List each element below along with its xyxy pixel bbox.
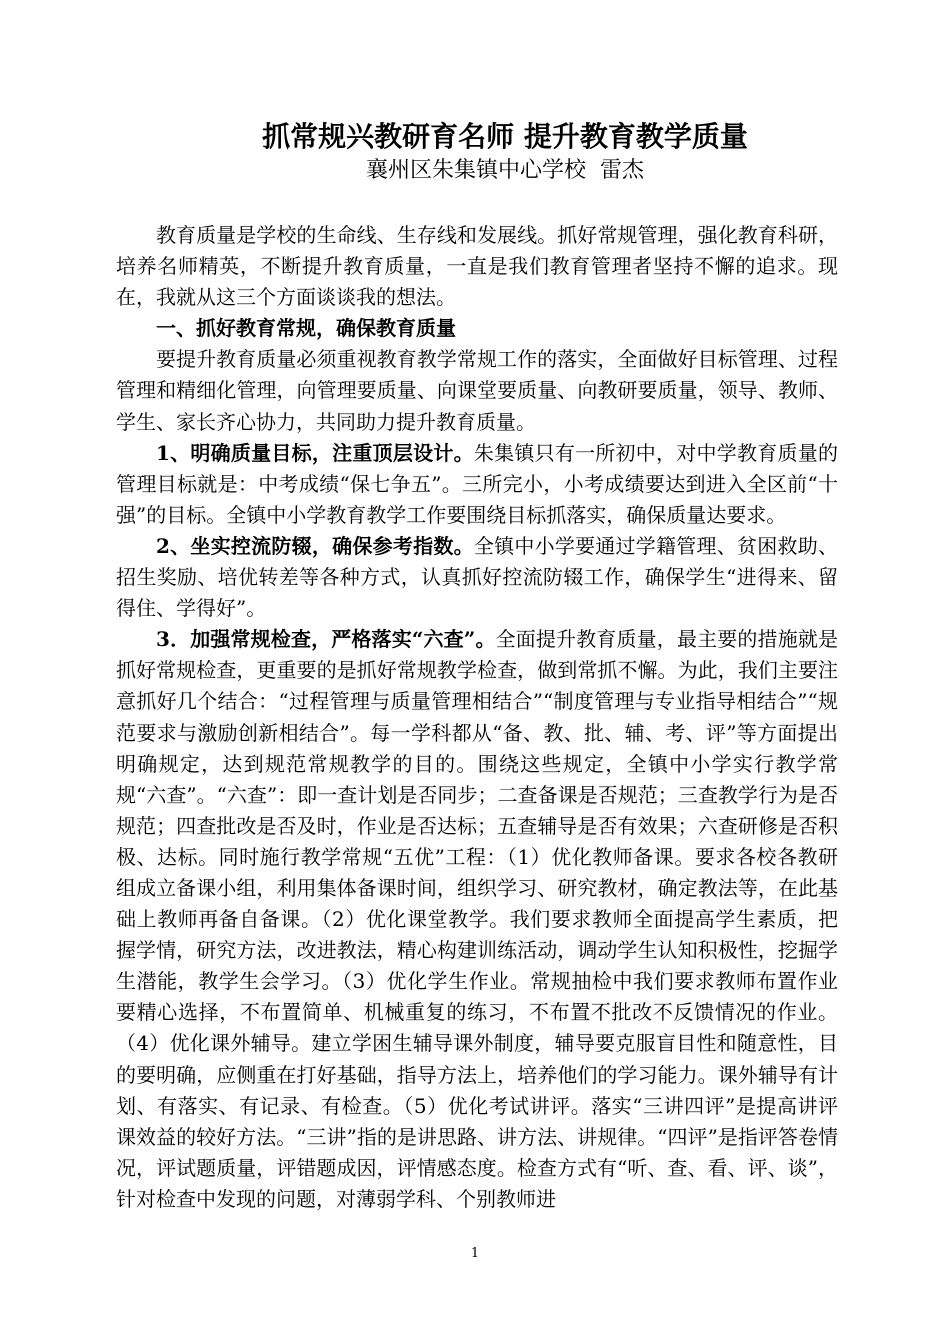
item1-heading: 1、明确质量目标，注重顶层设计。 <box>156 440 474 465</box>
document-author-line: 襄州区朱集镇中心学校 雷杰 <box>366 158 644 183</box>
section1-heading: 一、抓好教育常规，确保教育质量 <box>156 316 456 341</box>
item1-paragraph <box>116 438 838 531</box>
section1-paragraph: 要提升教育质量必须重视教育教学常规工作的落实，全面做好目标管理、过程管理和精细化管理，向管理要质量、向课堂要质量、向教研要质量，领导、教师、学生、家长齐心协力，共同助力提升教育质量。 <box>116 347 838 434</box>
intro-paragraph: 教育质量是学校的生命线、生存线和发展线。抓好常规管理，强化教育科研，培养名师精英，不断提升教育质量，一直是我们教育管理者坚持不懈的追求。现在，我就从这三个方面谈谈我的想法。 <box>116 223 838 310</box>
page-number: 1 <box>470 1246 480 1261</box>
item3-heading: 3．加强常规检查，严格落实“六查”。 <box>156 627 496 652</box>
item1-body: 朱集镇只有一所初中，对中学教育质量的管理目标就是：中考成绩“保七争五”。三所完小，小考成绩要达到进入全区前“十强”的目标。全镇中小学教育教学工作要围绕目标抓落实，确保质量达要求。 <box>116 440 839 527</box>
document-title: 抓常规兴教研育名师 提升教育教学质量 <box>262 120 748 153</box>
item2-body: 全镇中小学要通过学籍管理、贫困救助、招生奖励、培优转差等各种方式，认真抓好控流防辍工作，确保学生“进得来、留得住、学得好”。 <box>116 533 839 621</box>
item3-body: 全面提升教育质量，最主要的措施就是抓好常规检查，更重要的是抓好常规教学检查，做到常抓不懈。为此，我们主要注意抓好几个结合：“过程管理与质量管理相结合”“制度管理与专业指导相结合”“规范要求与激励创新相结合”。每一学科都从“备、教、批、辅、考、评”等方面提出明确规定，达到规范常规教学的目的。围绕这些规定，全镇中小学实行教学常规“六查”。“六查”：即一查计划是否同步；二查备课是否规范；三查教学行为是否规范；四查批改是否及时，作业是否达标；五查辅导是否有效果；六查研修是否积极、达标。同时施行教学常规“五优”工程：（1）优化教师备课。要求各校各教研组成立备课小组，利用集体备课时间，组织学习、研究教材，确定教法等，在此基础上教师再备自备课。（2）优化课堂教学。我们要求教师全面提高学生素质，把握学情，研究方法，改进教法，精心构建训练活动，调动学生认知积极性，挖掘学生潜能，教学生会学习。（3）优化学生作业。常规抽检中我们要求教师布置作业要精心选择，不布置简单、机械重复的练习，不布置不批改不反馈情况的作业。（4）优化课外辅导。建立学困生辅导课外制度，辅导要克服盲目性和随意性，目的要明确，应侧重在打好基础，指导方法上，培养他们的学习能力。课外辅导有计划、有落实、有记录、有检查。（5）优化考试讲评。落实“三讲四评”是提高讲评课效益的较好方法。“三讲”指的是讲思路、讲方法、讲规律。“四评”是指评答卷情况，评试题质量，评错题成因，评情感态度。检查方式有“听、查、看、评、谈”，针对检查中发现的问题，对薄弱学科、个别教师进 <box>116 627 838 1211</box>
item2-heading: 2、坐实控流防辍，确保参考指数。 <box>156 533 474 558</box>
document-body <box>116 220 838 1215</box>
item2-paragraph <box>116 531 838 624</box>
section-heading <box>116 313 838 344</box>
item3-paragraph <box>116 624 838 1215</box>
